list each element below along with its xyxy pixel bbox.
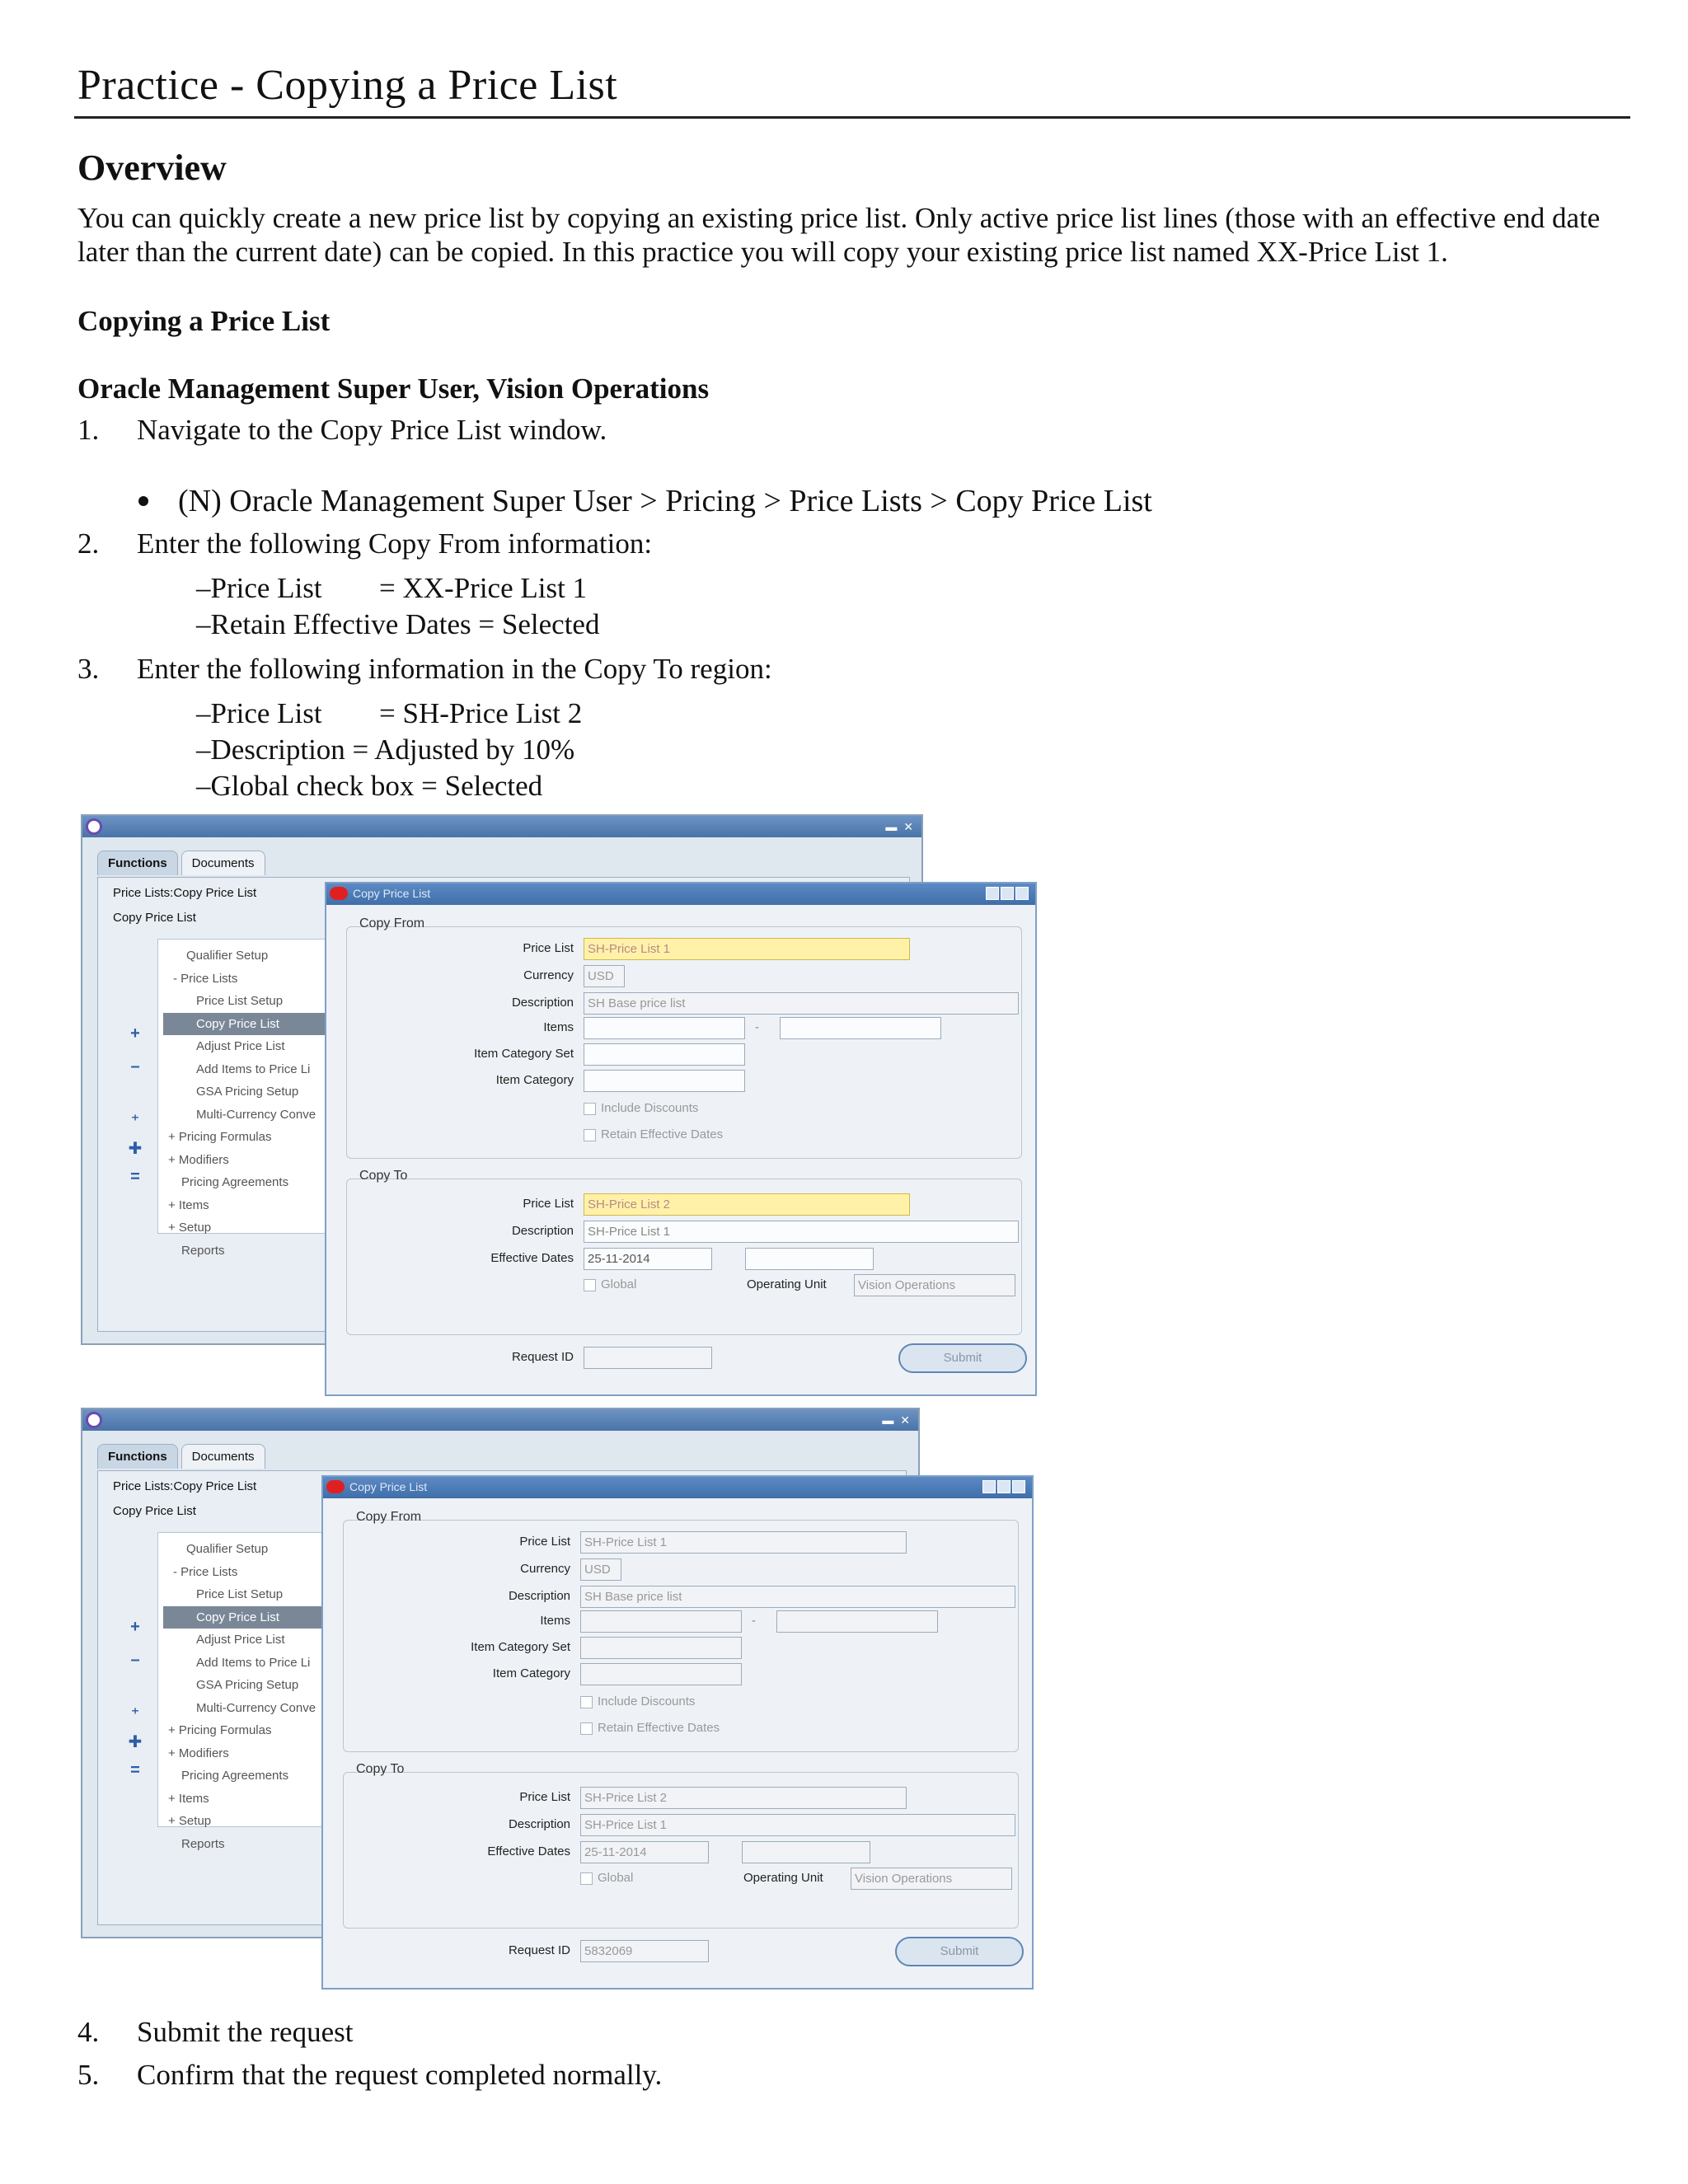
tree-item[interactable]: Multi-Currency Conve [196, 1700, 316, 1715]
currency-field[interactable]: USD [584, 965, 625, 987]
tab-documents[interactable]: Documents [181, 1444, 265, 1469]
to-description-field[interactable]: SH-Price List 1 [580, 1814, 1015, 1836]
field-value: = Selected [421, 770, 543, 802]
nav-path: Price Lists:Copy Price List [113, 886, 257, 900]
nav-current: Copy Price List [113, 1504, 196, 1518]
tree-item[interactable]: Adjust Price List [196, 1633, 285, 1647]
copy-to-label: Copy To [359, 1169, 408, 1183]
step-number: 2. [77, 527, 100, 560]
tree-item[interactable]: Reports [181, 1836, 225, 1851]
to-price-list-field[interactable]: SH-Price List 2 [584, 1193, 910, 1216]
form-title: Copy Price List [353, 887, 431, 900]
global-label: Global [601, 1277, 637, 1291]
effective-start-date-field[interactable]: 25-11-2014 [584, 1248, 712, 1270]
global-label: Global [598, 1871, 634, 1885]
from-price-list-field[interactable]: SH-Price List 1 [580, 1531, 907, 1554]
effective-dates-label: Effective Dates [487, 1844, 570, 1858]
item-category-label: Item Category [495, 1073, 574, 1087]
minimize-icon[interactable] [982, 1480, 996, 1493]
expand-icon[interactable]: + [130, 1024, 140, 1043]
expand-branch-icon[interactable]: ⁺ [130, 1705, 140, 1723]
tree-item[interactable]: + Setup [168, 1221, 212, 1235]
checkbox-icon [584, 1103, 596, 1115]
copy-from-region [343, 1520, 1019, 1752]
tree-item[interactable]: GSA Pricing Setup [196, 1678, 299, 1692]
from-description-field[interactable]: SH Base price list [580, 1586, 1015, 1608]
item-category-set-label: Item Category Set [471, 1640, 570, 1654]
checkbox-icon [584, 1279, 596, 1291]
tree-item[interactable]: Add Items to Price Li [196, 1655, 311, 1670]
tree-item[interactable]: Qualifier Setup [186, 1542, 269, 1556]
retain-effective-dates-label: Retain Effective Dates [598, 1721, 720, 1735]
expand-branch-icon[interactable]: ⁺ [130, 1112, 140, 1130]
oracle-app-icon [86, 818, 102, 835]
items-from-field[interactable] [584, 1017, 745, 1039]
item-category-set-label: Item Category Set [474, 1047, 574, 1061]
submit-button[interactable]: Submit [895, 1937, 1024, 1966]
operating-unit-field[interactable]: Vision Operations [851, 1868, 1012, 1890]
step-text: Submit the request [137, 2016, 354, 2048]
copy-to-field [196, 770, 542, 803]
tree-item[interactable]: Price List Setup [196, 1587, 284, 1601]
tree-item[interactable]: + Modifiers [168, 1152, 229, 1167]
nav-path: Price Lists:Copy Price List [113, 1479, 257, 1493]
copy-to-field [196, 733, 574, 766]
window-controls-icon[interactable]: ▬ ✕ [882, 1413, 912, 1427]
request-id-field[interactable] [584, 1347, 712, 1369]
close-icon[interactable] [1012, 1480, 1025, 1493]
tree-item-selected[interactable]: Copy Price List [163, 1013, 386, 1036]
tree-item[interactable]: + Setup [168, 1814, 212, 1828]
global-checkbox[interactable] [584, 1277, 636, 1291]
navigator-titlebar [82, 1409, 918, 1431]
responsibility-heading: Oracle Management Super User, Vision Operations [77, 373, 710, 405]
checkbox-icon [580, 1872, 593, 1885]
copy-from-field [196, 608, 599, 641]
include-discounts-checkbox[interactable] [580, 1694, 695, 1708]
items-label: Items [543, 1020, 574, 1034]
overview-text: You can quickly create a new price list by copying an existing price list. Only active price list lines (those with an effective end date later than the current date) can be copied. In this practice you will copy your existing price list named XX-Price List 1. [77, 202, 1601, 268]
tree-item[interactable]: GSA Pricing Setup [196, 1085, 299, 1099]
form-title: Copy Price List [349, 1480, 428, 1493]
tree-item[interactable]: + Modifiers [168, 1746, 229, 1760]
retain-effective-dates-checkbox[interactable] [580, 1721, 720, 1735]
expand-all-icon[interactable]: ✚ [128, 1140, 143, 1158]
price-list-label: Price List [523, 1197, 574, 1211]
items-label: Items [540, 1614, 570, 1628]
copy-price-list-form [325, 882, 1037, 1396]
maximize-icon[interactable] [997, 1480, 1010, 1493]
form-window-controls[interactable] [981, 1480, 1027, 1495]
nav-bullet [138, 483, 1152, 519]
collapse-icon[interactable]: – [130, 1057, 140, 1076]
currency-label: Currency [523, 968, 574, 982]
price-list-label: Price List [523, 941, 574, 955]
step-text: Navigate to the Copy Price List window. [137, 414, 607, 446]
copy-price-list-form [321, 1475, 1034, 1990]
oracle-logo-icon [326, 1480, 345, 1493]
step-number: 1. [77, 414, 100, 446]
copy-to-field [196, 697, 582, 730]
page-title: Practice - Copying a Price List [77, 62, 618, 109]
include-discounts-label: Include Discounts [601, 1101, 699, 1115]
screenshot-2 [81, 1408, 1037, 1994]
item-category-field[interactable] [584, 1070, 745, 1092]
from-price-list-field[interactable]: SH-Price List 1 [584, 938, 910, 960]
copy-from-label: Copy From [359, 916, 425, 930]
tab-functions[interactable]: Functions [97, 1444, 178, 1469]
field-label: –Price List [196, 697, 322, 729]
copy-to-label: Copy To [356, 1762, 405, 1776]
operating-unit-label: Operating Unit [743, 1871, 823, 1885]
copy-from-region [346, 926, 1022, 1159]
close-icon[interactable] [1015, 887, 1029, 900]
step-number: 5. [77, 2059, 100, 2091]
collapse-all-icon[interactable]: = [130, 1761, 140, 1779]
field-value: = Selected [478, 608, 600, 640]
window-controls-icon[interactable]: ▬ ✕ [885, 820, 915, 833]
maximize-icon[interactable] [1001, 887, 1014, 900]
include-discounts-label: Include Discounts [598, 1694, 696, 1708]
field-value: = XX-Price List 1 [379, 572, 588, 604]
to-price-list-field[interactable]: SH-Price List 2 [580, 1787, 907, 1809]
tree-item[interactable]: Add Items to Price Li [196, 1062, 311, 1076]
field-value: = Adjusted by 10% [352, 733, 575, 766]
description-label: Description [511, 996, 574, 1010]
nav-current: Copy Price List [113, 911, 196, 925]
tree-item[interactable]: - Price Lists [173, 1564, 238, 1579]
tab-documents[interactable]: Documents [181, 851, 265, 875]
items-to-field[interactable] [776, 1610, 938, 1633]
tree-item[interactable]: Pricing Agreements [181, 1175, 289, 1189]
step-text: Confirm that the request completed normally. [137, 2059, 663, 2091]
form-window-controls[interactable] [984, 887, 1030, 902]
field-label: –Retain Effective Dates [196, 608, 471, 640]
screenshot-1 [81, 814, 1037, 1401]
field-label: –Price List [196, 572, 322, 604]
global-checkbox[interactable] [580, 1871, 633, 1885]
description-label: Description [508, 1589, 570, 1603]
tree-item[interactable]: - Price Lists [173, 971, 238, 986]
tree-item[interactable]: Adjust Price List [196, 1039, 285, 1053]
section-heading: Copying a Price List [77, 305, 331, 337]
item-category-set-field[interactable] [584, 1043, 745, 1066]
request-id-field[interactable]: 5832069 [580, 1940, 709, 1962]
description-label: Description [508, 1817, 570, 1831]
checkbox-icon [580, 1722, 593, 1735]
currency-field[interactable]: USD [580, 1558, 621, 1581]
request-id-label: Request ID [508, 1943, 570, 1957]
from-description-field[interactable]: SH Base price list [584, 992, 1019, 1015]
collapse-all-icon[interactable]: = [130, 1168, 140, 1186]
tree-item-selected[interactable]: Copy Price List [163, 1606, 386, 1629]
step-number: 3. [77, 653, 100, 685]
operating-unit-field[interactable]: Vision Operations [854, 1274, 1015, 1296]
items-from-field[interactable] [580, 1610, 742, 1633]
tree-item[interactable]: + Pricing Formulas [168, 1723, 272, 1737]
nav-side-buttons [126, 1024, 148, 1186]
effective-end-date-field[interactable] [742, 1841, 870, 1863]
checkbox-icon [584, 1129, 596, 1141]
title-rule [74, 116, 1630, 119]
operating-unit-label: Operating Unit [747, 1277, 827, 1291]
collapse-icon[interactable]: – [130, 1651, 140, 1669]
copy-from-field [196, 572, 587, 605]
tree-item[interactable]: + Pricing Formulas [168, 1130, 272, 1144]
tree-item[interactable]: + Items [168, 1197, 209, 1212]
price-list-label: Price List [519, 1535, 570, 1549]
step-number: 4. [77, 2016, 100, 2048]
effective-dates-label: Effective Dates [490, 1251, 574, 1265]
navigator-tabs [97, 1444, 269, 1470]
step-text: Enter the following Copy From information: [137, 527, 653, 560]
item-category-field[interactable] [580, 1663, 742, 1685]
bullet-icon [138, 496, 148, 506]
form-titlebar [323, 1477, 1032, 1498]
submit-button[interactable]: Submit [898, 1343, 1027, 1373]
range-dash: - [752, 1614, 756, 1628]
to-description-field[interactable]: SH-Price List 1 [584, 1221, 1019, 1243]
effective-end-date-field[interactable] [745, 1248, 874, 1270]
item-category-set-field[interactable] [580, 1637, 742, 1659]
tree-item[interactable]: Price List Setup [196, 994, 284, 1008]
retain-effective-dates-checkbox[interactable] [584, 1127, 723, 1141]
oracle-logo-icon [330, 887, 348, 900]
expand-icon[interactable]: + [130, 1618, 140, 1636]
nav-side-buttons [126, 1618, 148, 1779]
copy-from-label: Copy From [356, 1510, 422, 1524]
navigator-tabs [97, 851, 269, 877]
price-list-label: Price List [519, 1790, 570, 1804]
tree-item[interactable]: Reports [181, 1243, 225, 1258]
description-label: Description [511, 1224, 574, 1238]
tab-functions[interactable]: Functions [97, 851, 178, 875]
request-id-label: Request ID [511, 1350, 574, 1364]
field-value: = SH-Price List 2 [379, 697, 583, 729]
range-dash: - [755, 1020, 759, 1034]
oracle-app-icon [86, 1412, 102, 1428]
items-to-field[interactable] [780, 1017, 941, 1039]
tree-item[interactable]: Qualifier Setup [186, 949, 269, 963]
expand-all-icon[interactable]: ✚ [128, 1733, 143, 1751]
tree-item[interactable]: Multi-Currency Conve [196, 1107, 316, 1122]
retain-effective-dates-label: Retain Effective Dates [601, 1127, 724, 1141]
item-category-label: Item Category [492, 1666, 570, 1680]
nav-path-text: (N) Oracle Management Super User > Pricing > Price Lists > Copy Price List [178, 484, 1152, 518]
step-text: Enter the following information in the Copy To region: [137, 653, 772, 685]
checkbox-icon [580, 1696, 593, 1708]
overview-heading: Overview [77, 148, 227, 188]
field-label: –Global check box [196, 770, 415, 802]
include-discounts-checkbox[interactable] [584, 1101, 698, 1115]
navigator-titlebar [82, 816, 921, 837]
tree-item[interactable]: + Items [168, 1791, 209, 1806]
currency-label: Currency [520, 1562, 570, 1576]
tree-item[interactable]: Pricing Agreements [181, 1769, 289, 1783]
minimize-icon[interactable] [986, 887, 999, 900]
effective-start-date-field[interactable]: 25-11-2014 [580, 1841, 709, 1863]
form-titlebar [326, 883, 1035, 905]
field-label: –Description [196, 733, 345, 766]
